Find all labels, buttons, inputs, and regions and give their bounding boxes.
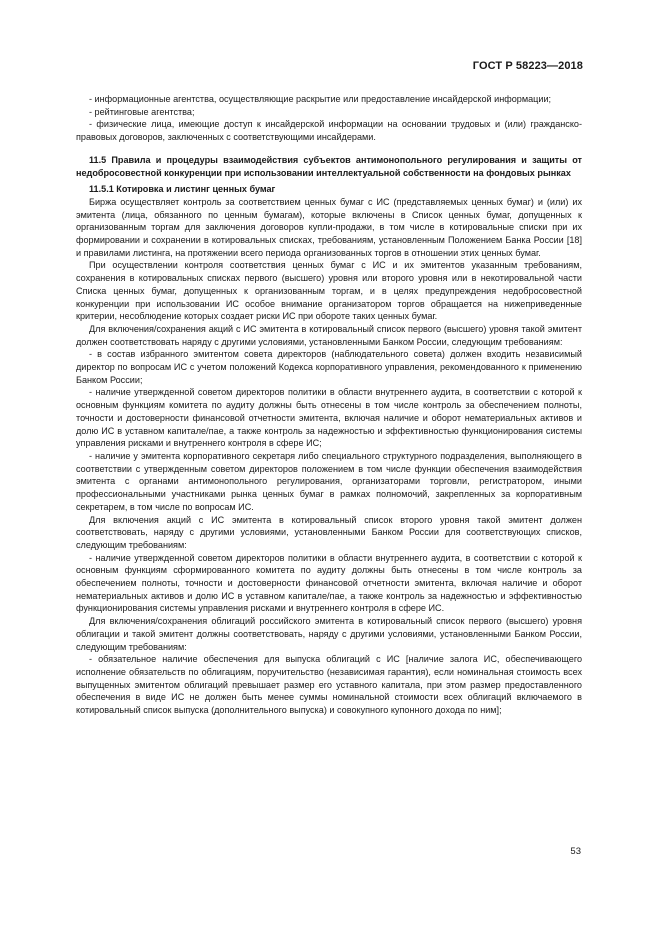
list-item: - наличие у эмитента корпоративного секретаря либо специального структурного подразделения, выполняющего в соответствии с утвержденным советом директоров положением в том числе функции обеспечения взаимодействия эмитента с органами антимонопольного регулирования, организаторами торговли, регистратором, иными профессиональными участниками рынка ценных бумаг в рамках полномочий, закрепленных за корпоративным секретарем, в том числе по вопросам ИС. bbox=[76, 450, 582, 512]
paragraph: Для включения акций с ИС эмитента в котировальный список второго уровня такой эмитент должен соответствовать, наряду с другими условиями, установленными Банком России для соответствующих списков, следующим требованиям: bbox=[76, 514, 582, 550]
paragraph: При осуществлении контроля соответствия ценных бумаг с ИС и их эмитентов указанным требованиям, сохранения в котировальных списках первого (высшего) уровня или второго уровня или в некотировальной части Списка ценных бумаг, допущенных к организованным торгам, и в целях предупреждения недобросовестной конкуренции при использовании ИС особое внимание организатором торгов обращается на нижеприведенные критерии, несоблюдение которых создает риски ИС при обороте таких ценных бумаг. bbox=[76, 260, 582, 322]
document-body bbox=[76, 93, 582, 717]
list-item: - рейтинговые агентства; bbox=[89, 106, 195, 117]
list-item: - обязательное наличие обеспечения для выпуска облигаций с ИС [наличие залога ИС, обеспечивающего исполнение обязательств по облигациям, поручительство (независимая гарантия), если номинальная стоимость всех выпущенных эмитентом облигаций превышает размер его уставного капитала, при этом размер предоставленного обеспечения в виде ИС не должен быть менее суммы номинальной стоимости всех облигаций включаемого в котировальный список выпуска (дополнительного выпуска) и совокупного купонного дохода по ним]; bbox=[76, 654, 582, 716]
paragraph: Для включения/сохранения акций с ИС эмитента в котировальный список первого (высшего) уровня такой эмитент должен соответствовать наряду с другими условиями, установленными Банком России, следующим требованиям: bbox=[76, 323, 582, 347]
list-item: - информационные агентства, осуществляющие раскрытие или предоставление инсайдерской информации; bbox=[89, 94, 552, 104]
subsection-heading: 11.5.1 Котировка и листинг ценных бумаг bbox=[89, 184, 276, 195]
page-number: 53 bbox=[570, 846, 581, 857]
standard-number: ГОСТ Р 58223—2018 bbox=[472, 60, 583, 72]
paragraph: Биржа осуществляет контроль за соответствием ценных бумаг с ИС (представляемых ценных бумаг) и (или) их эмитента (лица, обязанного по ценным бумагам), которые включены в Список ценных бумаг, допущенных к организованным торгам для заключения договоров купли-продажи, в том числе в котировальные списки при их формировании и сохранении в котировальных списках, требованиям, установленным Положением Банка России [18] и правилами листинга, на протяжении всего периода организованных торгов в отношении этих ценных бумаг. bbox=[76, 196, 582, 258]
list-item: - наличие утвержденной советом директоров политики в области внутреннего аудита, в соответствии с которой к основным функциям комитета по аудиту должны быть отнесены в том числе контроль за обеспечением полноты, точности и достоверности финансовой отчетности эмитента, включая наличие и оборот нематериальных активов и долю ИС в уставном капитале/пае, а также контроль за надежностью и эффективностью функционирования системы управления рисками и внутреннего контроля в сфере ИС; bbox=[76, 387, 582, 449]
section-heading: 11.5 Правила и процедуры взаимодействия субъектов антимонопольного регулирования и защиты от недобросовестной конкуренции при использовании интеллектуальной собственности на фондовых рынках bbox=[76, 154, 582, 178]
list-item: - в состав избранного эмитентом совета директоров (наблюдательного совета) должен входить независимый директор по вопросам ИС с учетом положений Кодекса корпоративного управления, рекомендованного к применению Банком России; bbox=[76, 349, 582, 385]
list-item: - наличие утвержденной советом директоров политики в области внутреннего аудита, в соответствии с которой к основным функциям сформированного комитета по аудиту должны быть отнесены в том числе контроль за обеспечением полноты, точности и достоверности финансовой отчетности эмитента, включая наличие и оборот нематериальных активов и долю ИС в уставном капитале/пае, а также контроль за надежностью и эффективностью функционирования системы управления рисками и внутреннего контроля в сфере ИС. bbox=[76, 552, 582, 614]
paragraph: Для включения/сохранения облигаций российского эмитента в котировальный список первого (высшего) уровня облигации и такой эмитент должны соответствовать, наряду с другими условиями, установленными Банком России, следующим требованиям: bbox=[76, 616, 582, 652]
list-item: - физические лица, имеющие доступ к инсайдерской информации на основании трудовых и (или) гражданско-правовых договоров, заключенных с соответствующими инсайдерами. bbox=[76, 119, 582, 143]
